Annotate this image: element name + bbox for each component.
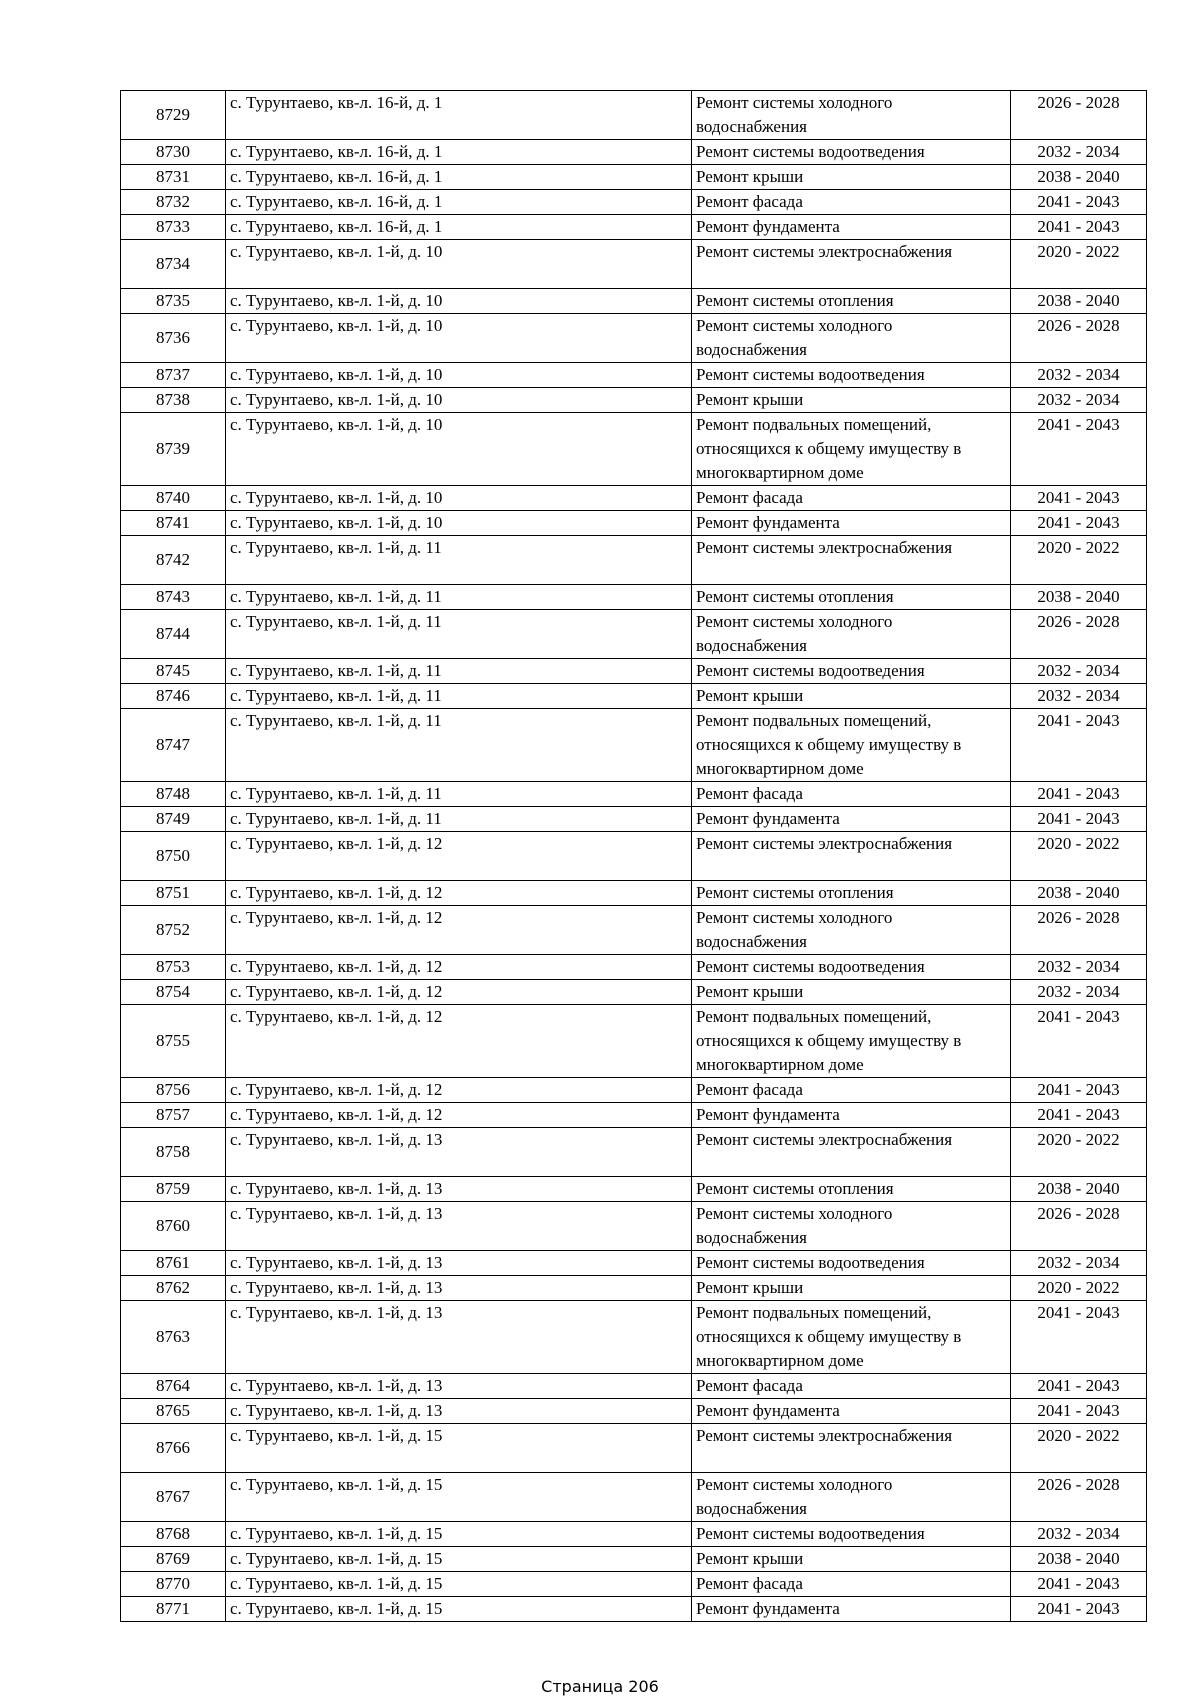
work-type-cell: Ремонт фундамента <box>692 215 1011 240</box>
work-type-cell: Ремонт крыши <box>692 1276 1011 1301</box>
work-type-cell: Ремонт фасада <box>692 486 1011 511</box>
row-number-cell: 8748 <box>121 782 226 807</box>
table-row <box>121 511 1147 536</box>
work-type-cell: Ремонт фундамента <box>692 1597 1011 1622</box>
table-row <box>121 782 1147 807</box>
period-cell: 2032 - 2034 <box>1011 388 1147 413</box>
work-type-cell: Ремонт крыши <box>692 684 1011 709</box>
table-row <box>121 1128 1147 1177</box>
row-number-cell: 8758 <box>121 1128 226 1177</box>
row-number-cell: 8733 <box>121 215 226 240</box>
address-cell: с. Турунтаево, кв-л. 1-й, д. 15 <box>226 1522 692 1547</box>
address-cell: с. Турунтаево, кв-л. 1-й, д. 13 <box>226 1202 692 1251</box>
period-cell: 2041 - 2043 <box>1011 1078 1147 1103</box>
table-row <box>121 486 1147 511</box>
table-row <box>121 832 1147 881</box>
table-row <box>121 289 1147 314</box>
row-number-cell: 8752 <box>121 906 226 955</box>
table-row <box>121 709 1147 782</box>
period-cell: 2026 - 2028 <box>1011 1473 1147 1522</box>
work-type-cell: Ремонт системы холодного водоснабжения <box>692 1202 1011 1251</box>
table-row <box>121 1078 1147 1103</box>
work-type-cell: Ремонт системы водоотведения <box>692 659 1011 684</box>
table-row <box>121 1276 1147 1301</box>
period-cell: 2032 - 2034 <box>1011 140 1147 165</box>
work-type-cell: Ремонт фасада <box>692 1374 1011 1399</box>
table-row <box>121 1103 1147 1128</box>
table-row <box>121 980 1147 1005</box>
row-number-cell: 8743 <box>121 585 226 610</box>
row-number-cell: 8770 <box>121 1572 226 1597</box>
table-row <box>121 659 1147 684</box>
period-cell: 2026 - 2028 <box>1011 91 1147 140</box>
work-type-cell: Ремонт системы водоотведения <box>692 1522 1011 1547</box>
row-number-cell: 8741 <box>121 511 226 536</box>
address-cell: с. Турунтаево, кв-л. 1-й, д. 13 <box>226 1128 692 1177</box>
period-cell: 2026 - 2028 <box>1011 314 1147 363</box>
period-cell: 2038 - 2040 <box>1011 585 1147 610</box>
period-cell: 2032 - 2034 <box>1011 980 1147 1005</box>
row-number-cell: 8765 <box>121 1399 226 1424</box>
row-number-cell: 8751 <box>121 881 226 906</box>
address-cell: с. Турунтаево, кв-л. 1-й, д. 12 <box>226 1103 692 1128</box>
address-cell: с. Турунтаево, кв-л. 1-й, д. 13 <box>226 1251 692 1276</box>
table-row <box>121 585 1147 610</box>
row-number-cell: 8749 <box>121 807 226 832</box>
row-number-cell: 8756 <box>121 1078 226 1103</box>
address-cell: с. Турунтаево, кв-л. 1-й, д. 15 <box>226 1597 692 1622</box>
table-row <box>121 240 1147 289</box>
work-type-cell: Ремонт системы водоотведения <box>692 1251 1011 1276</box>
period-cell: 2041 - 2043 <box>1011 709 1147 782</box>
work-type-cell: Ремонт системы водоотведения <box>692 955 1011 980</box>
work-type-cell: Ремонт фасада <box>692 1078 1011 1103</box>
table-row <box>121 1424 1147 1473</box>
period-cell: 2020 - 2022 <box>1011 832 1147 881</box>
row-number-cell: 8744 <box>121 610 226 659</box>
period-cell: 2041 - 2043 <box>1011 1103 1147 1128</box>
work-type-cell: Ремонт крыши <box>692 388 1011 413</box>
address-cell: с. Турунтаево, кв-л. 1-й, д. 10 <box>226 511 692 536</box>
period-cell: 2041 - 2043 <box>1011 807 1147 832</box>
period-cell: 2020 - 2022 <box>1011 240 1147 289</box>
table-row <box>121 1177 1147 1202</box>
table-body <box>121 91 1147 1622</box>
address-cell: с. Турунтаево, кв-л. 1-й, д. 12 <box>226 980 692 1005</box>
period-cell: 2038 - 2040 <box>1011 289 1147 314</box>
table-row <box>121 536 1147 585</box>
period-cell: 2026 - 2028 <box>1011 1202 1147 1251</box>
table-row <box>121 906 1147 955</box>
address-cell: с. Турунтаево, кв-л. 1-й, д. 13 <box>226 1301 692 1374</box>
row-number-cell: 8737 <box>121 363 226 388</box>
period-cell: 2032 - 2034 <box>1011 363 1147 388</box>
row-number-cell: 8760 <box>121 1202 226 1251</box>
work-type-cell: Ремонт крыши <box>692 165 1011 190</box>
period-cell: 2041 - 2043 <box>1011 1399 1147 1424</box>
work-type-cell: Ремонт системы холодного водоснабжения <box>692 91 1011 140</box>
period-cell: 2038 - 2040 <box>1011 1177 1147 1202</box>
repair-schedule-table <box>120 90 1147 1622</box>
work-type-cell: Ремонт крыши <box>692 980 1011 1005</box>
row-number-cell: 8768 <box>121 1522 226 1547</box>
work-type-cell: Ремонт подвальных помещений, относящихся к общему имуществу в многоквартирном доме <box>692 709 1011 782</box>
work-type-cell: Ремонт подвальных помещений, относящихся к общему имуществу в многоквартирном доме <box>692 1005 1011 1078</box>
period-cell: 2032 - 2034 <box>1011 1522 1147 1547</box>
period-cell: 2038 - 2040 <box>1011 165 1147 190</box>
table-row <box>121 1251 1147 1276</box>
table-row <box>121 215 1147 240</box>
period-cell: 2041 - 2043 <box>1011 1005 1147 1078</box>
address-cell: с. Турунтаево, кв-л. 1-й, д. 11 <box>226 709 692 782</box>
row-number-cell: 8771 <box>121 1597 226 1622</box>
table-row <box>121 1473 1147 1522</box>
period-cell: 2041 - 2043 <box>1011 782 1147 807</box>
row-number-cell: 8753 <box>121 955 226 980</box>
table-row <box>121 1547 1147 1572</box>
address-cell: с. Турунтаево, кв-л. 1-й, д. 11 <box>226 536 692 585</box>
address-cell: с. Турунтаево, кв-л. 1-й, д. 10 <box>226 289 692 314</box>
work-type-cell: Ремонт фундамента <box>692 1399 1011 1424</box>
work-type-cell: Ремонт системы электроснабжения <box>692 1424 1011 1473</box>
work-type-cell: Ремонт фундамента <box>692 511 1011 536</box>
period-cell: 2041 - 2043 <box>1011 1374 1147 1399</box>
address-cell: с. Турунтаево, кв-л. 1-й, д. 13 <box>226 1177 692 1202</box>
table-row <box>121 1005 1147 1078</box>
address-cell: с. Турунтаево, кв-л. 1-й, д. 11 <box>226 782 692 807</box>
address-cell: с. Турунтаево, кв-л. 1-й, д. 12 <box>226 1078 692 1103</box>
work-type-cell: Ремонт системы водоотведения <box>692 363 1011 388</box>
address-cell: с. Турунтаево, кв-л. 1-й, д. 13 <box>226 1276 692 1301</box>
row-number-cell: 8764 <box>121 1374 226 1399</box>
table-row <box>121 1522 1147 1547</box>
period-cell: 2032 - 2034 <box>1011 1251 1147 1276</box>
table-row <box>121 363 1147 388</box>
work-type-cell: Ремонт системы холодного водоснабжения <box>692 314 1011 363</box>
address-cell: с. Турунтаево, кв-л. 1-й, д. 12 <box>226 906 692 955</box>
table-row <box>121 881 1147 906</box>
table-row <box>121 413 1147 486</box>
row-number-cell: 8747 <box>121 709 226 782</box>
work-type-cell: Ремонт крыши <box>692 1547 1011 1572</box>
row-number-cell: 8755 <box>121 1005 226 1078</box>
row-number-cell: 8732 <box>121 190 226 215</box>
address-cell: с. Турунтаево, кв-л. 1-й, д. 11 <box>226 659 692 684</box>
address-cell: с. Турунтаево, кв-л. 1-й, д. 10 <box>226 314 692 363</box>
table-row <box>121 1202 1147 1251</box>
row-number-cell: 8766 <box>121 1424 226 1473</box>
address-cell: с. Турунтаево, кв-л. 1-й, д. 11 <box>226 807 692 832</box>
row-number-cell: 8734 <box>121 240 226 289</box>
row-number-cell: 8742 <box>121 536 226 585</box>
period-cell: 2041 - 2043 <box>1011 413 1147 486</box>
address-cell: с. Турунтаево, кв-л. 1-й, д. 10 <box>226 388 692 413</box>
address-cell: с. Турунтаево, кв-л. 1-й, д. 12 <box>226 881 692 906</box>
work-type-cell: Ремонт системы отопления <box>692 1177 1011 1202</box>
work-type-cell: Ремонт фундамента <box>692 807 1011 832</box>
row-number-cell: 8729 <box>121 91 226 140</box>
period-cell: 2038 - 2040 <box>1011 881 1147 906</box>
period-cell: 2032 - 2034 <box>1011 659 1147 684</box>
period-cell: 2032 - 2034 <box>1011 684 1147 709</box>
work-type-cell: Ремонт системы холодного водоснабжения <box>692 906 1011 955</box>
period-cell: 2041 - 2043 <box>1011 486 1147 511</box>
row-number-cell: 8769 <box>121 1547 226 1572</box>
row-number-cell: 8731 <box>121 165 226 190</box>
work-type-cell: Ремонт системы электроснабжения <box>692 1128 1011 1177</box>
table-row <box>121 807 1147 832</box>
row-number-cell: 8735 <box>121 289 226 314</box>
work-type-cell: Ремонт фасада <box>692 1572 1011 1597</box>
work-type-cell: Ремонт системы холодного водоснабжения <box>692 1473 1011 1522</box>
period-cell: 2041 - 2043 <box>1011 511 1147 536</box>
table-row <box>121 388 1147 413</box>
table-row <box>121 1399 1147 1424</box>
row-number-cell: 8759 <box>121 1177 226 1202</box>
address-cell: с. Турунтаево, кв-л. 1-й, д. 10 <box>226 363 692 388</box>
work-type-cell: Ремонт системы отопления <box>692 881 1011 906</box>
table-row <box>121 190 1147 215</box>
period-cell: 2041 - 2043 <box>1011 1597 1147 1622</box>
period-cell: 2020 - 2022 <box>1011 1424 1147 1473</box>
address-cell: с. Турунтаево, кв-л. 16-й, д. 1 <box>226 190 692 215</box>
work-type-cell: Ремонт системы отопления <box>692 289 1011 314</box>
address-cell: с. Турунтаево, кв-л. 1-й, д. 10 <box>226 486 692 511</box>
address-cell: с. Турунтаево, кв-л. 1-й, д. 10 <box>226 413 692 486</box>
address-cell: с. Турунтаево, кв-л. 16-й, д. 1 <box>226 165 692 190</box>
period-cell: 2041 - 2043 <box>1011 1572 1147 1597</box>
table-row <box>121 91 1147 140</box>
work-type-cell: Ремонт системы водоотведения <box>692 140 1011 165</box>
address-cell: с. Турунтаево, кв-л. 16-й, д. 1 <box>226 215 692 240</box>
work-type-cell: Ремонт фундамента <box>692 1103 1011 1128</box>
row-number-cell: 8767 <box>121 1473 226 1522</box>
address-cell: с. Турунтаево, кв-л. 16-й, д. 1 <box>226 91 692 140</box>
table-row <box>121 1374 1147 1399</box>
table-row <box>121 684 1147 709</box>
table-row <box>121 1597 1147 1622</box>
address-cell: с. Турунтаево, кв-л. 1-й, д. 12 <box>226 955 692 980</box>
period-cell: 2041 - 2043 <box>1011 190 1147 215</box>
work-type-cell: Ремонт подвальных помещений, относящихся к общему имуществу в многоквартирном доме <box>692 413 1011 486</box>
address-cell: с. Турунтаево, кв-л. 1-й, д. 15 <box>226 1547 692 1572</box>
work-type-cell: Ремонт фасада <box>692 190 1011 215</box>
row-number-cell: 8746 <box>121 684 226 709</box>
work-type-cell: Ремонт системы электроснабжения <box>692 240 1011 289</box>
row-number-cell: 8738 <box>121 388 226 413</box>
row-number-cell: 8763 <box>121 1301 226 1374</box>
period-cell: 2041 - 2043 <box>1011 1301 1147 1374</box>
address-cell: с. Турунтаево, кв-л. 1-й, д. 13 <box>226 1399 692 1424</box>
table-row <box>121 314 1147 363</box>
work-type-cell: Ремонт подвальных помещений, относящихся к общему имуществу в многоквартирном доме <box>692 1301 1011 1374</box>
work-type-cell: Ремонт фасада <box>692 782 1011 807</box>
address-cell: с. Турунтаево, кв-л. 1-й, д. 13 <box>226 1374 692 1399</box>
row-number-cell: 8739 <box>121 413 226 486</box>
address-cell: с. Турунтаево, кв-л. 16-й, д. 1 <box>226 140 692 165</box>
work-type-cell: Ремонт системы электроснабжения <box>692 536 1011 585</box>
period-cell: 2026 - 2028 <box>1011 906 1147 955</box>
address-cell: с. Турунтаево, кв-л. 1-й, д. 15 <box>226 1424 692 1473</box>
period-cell: 2020 - 2022 <box>1011 536 1147 585</box>
period-cell: 2020 - 2022 <box>1011 1128 1147 1177</box>
period-cell: 2041 - 2043 <box>1011 215 1147 240</box>
row-number-cell: 8736 <box>121 314 226 363</box>
row-number-cell: 8730 <box>121 140 226 165</box>
period-cell: 2020 - 2022 <box>1011 1276 1147 1301</box>
address-cell: с. Турунтаево, кв-л. 1-й, д. 15 <box>226 1572 692 1597</box>
table-row <box>121 140 1147 165</box>
table-row <box>121 955 1147 980</box>
period-cell: 2038 - 2040 <box>1011 1547 1147 1572</box>
table-row <box>121 1572 1147 1597</box>
row-number-cell: 8757 <box>121 1103 226 1128</box>
period-cell: 2032 - 2034 <box>1011 955 1147 980</box>
address-cell: с. Турунтаево, кв-л. 1-й, д. 12 <box>226 832 692 881</box>
row-number-cell: 8745 <box>121 659 226 684</box>
address-cell: с. Турунтаево, кв-л. 1-й, д. 10 <box>226 240 692 289</box>
table-row <box>121 610 1147 659</box>
table-row <box>121 165 1147 190</box>
page-number: Страница 206 <box>541 1677 659 1696</box>
address-cell: с. Турунтаево, кв-л. 1-й, д. 11 <box>226 610 692 659</box>
address-cell: с. Турунтаево, кв-л. 1-й, д. 15 <box>226 1473 692 1522</box>
row-number-cell: 8740 <box>121 486 226 511</box>
work-type-cell: Ремонт системы отопления <box>692 585 1011 610</box>
table-row <box>121 1301 1147 1374</box>
address-cell: с. Турунтаево, кв-л. 1-й, д. 11 <box>226 684 692 709</box>
row-number-cell: 8762 <box>121 1276 226 1301</box>
address-cell: с. Турунтаево, кв-л. 1-й, д. 12 <box>226 1005 692 1078</box>
address-cell: с. Турунтаево, кв-л. 1-й, д. 11 <box>226 585 692 610</box>
row-number-cell: 8761 <box>121 1251 226 1276</box>
work-type-cell: Ремонт системы электроснабжения <box>692 832 1011 881</box>
work-type-cell: Ремонт системы холодного водоснабжения <box>692 610 1011 659</box>
row-number-cell: 8750 <box>121 832 226 881</box>
row-number-cell: 8754 <box>121 980 226 1005</box>
period-cell: 2026 - 2028 <box>1011 610 1147 659</box>
